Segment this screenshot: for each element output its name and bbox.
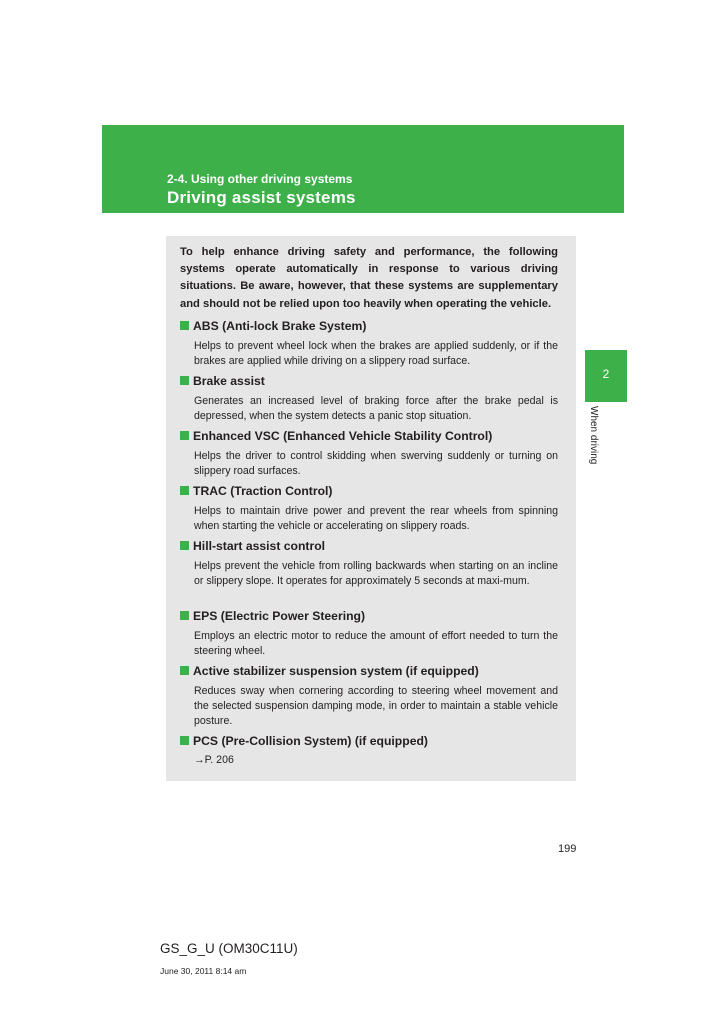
item-body-active-stabilizer: Reduces sway when cornering according to steering wheel movement and the selected suspension damping mode, in order to maintain a stable vehicle posture.	[194, 685, 558, 727]
chapter-tab[interactable]	[585, 350, 627, 402]
intro-paragraph: To help enhance driving safety and performance, the following systems operate automatically in response to various driving situations. Be aware, however, that these systems are supplementary and should not be relied upon too heavily when operating the vehicle.	[180, 246, 558, 310]
chapter-label-text: When driving	[588, 406, 599, 465]
item-body-brake-assist: Generates an increased level of braking force after the brake pedal is depressed, when the system detects a panic stop situation.	[194, 395, 558, 422]
section-header	[102, 125, 624, 213]
chapter-number: 2	[602, 367, 610, 381]
document-code: GS_G_U (OM30C11U)	[160, 941, 298, 956]
item-title: TRAC (Traction Control)	[193, 484, 333, 498]
page-number: 199	[558, 843, 577, 855]
bullet-square-icon	[180, 611, 189, 620]
chapter-label	[585, 406, 599, 496]
section-label: 2-4. Using other driving systems	[167, 172, 353, 186]
item-title: Enhanced VSC (Enhanced Vehicle Stability Control)	[193, 429, 493, 443]
item-title: Active stabilizer suspension system (if equipped)	[193, 664, 479, 678]
item-title: EPS (Electric Power Steering)	[193, 609, 366, 623]
item-heading-active-stabilizer	[180, 664, 479, 678]
item-heading-hill-start	[180, 539, 325, 553]
bullet-square-icon	[180, 736, 189, 745]
item-body-hill-start: Helps prevent the vehicle from rolling backwards when starting on an incline or slippery slope. It operates for approximately 5 seconds at maxi-mum.	[194, 560, 558, 587]
item-title: Hill-start assist control	[193, 539, 326, 553]
item-heading-abs	[180, 319, 366, 333]
item-title: PCS (Pre-Collision System) (if equipped)	[193, 734, 428, 748]
page-title: Driving assist systems	[167, 188, 356, 207]
item-heading-pcs	[180, 734, 428, 748]
document-date: June 30, 2011 8:14 am	[160, 966, 247, 976]
page-reference-link[interactable]: →P. 206	[194, 754, 234, 766]
bullet-square-icon	[180, 666, 189, 675]
item-body-enhanced-vsc: Helps the driver to control skidding when swerving suddenly or turning on slippery road surfaces.	[194, 450, 558, 477]
item-body-eps: Employs an electric motor to reduce the amount of effort needed to turn the steering wheel.	[194, 630, 558, 657]
item-title: Brake assist	[193, 374, 265, 388]
bullet-square-icon	[180, 541, 189, 550]
bullet-square-icon	[180, 431, 189, 440]
item-heading-enhanced-vsc	[180, 429, 492, 443]
item-body-abs: Helps to prevent wheel lock when the brakes are applied suddenly, or if the brakes are applied while driving on a slippery road surface.	[194, 340, 558, 367]
item-heading-trac	[180, 484, 332, 498]
bullet-square-icon	[180, 321, 189, 330]
item-title: ABS (Anti-lock Brake System)	[193, 319, 367, 333]
bullet-square-icon	[180, 376, 189, 385]
bullet-square-icon	[180, 486, 189, 495]
item-heading-brake-assist	[180, 374, 265, 388]
item-heading-eps	[180, 609, 365, 623]
item-body-trac: Helps to maintain drive power and prevent the rear wheels from spinning when starting the vehicle or accelerating on slippery roads.	[194, 505, 558, 532]
